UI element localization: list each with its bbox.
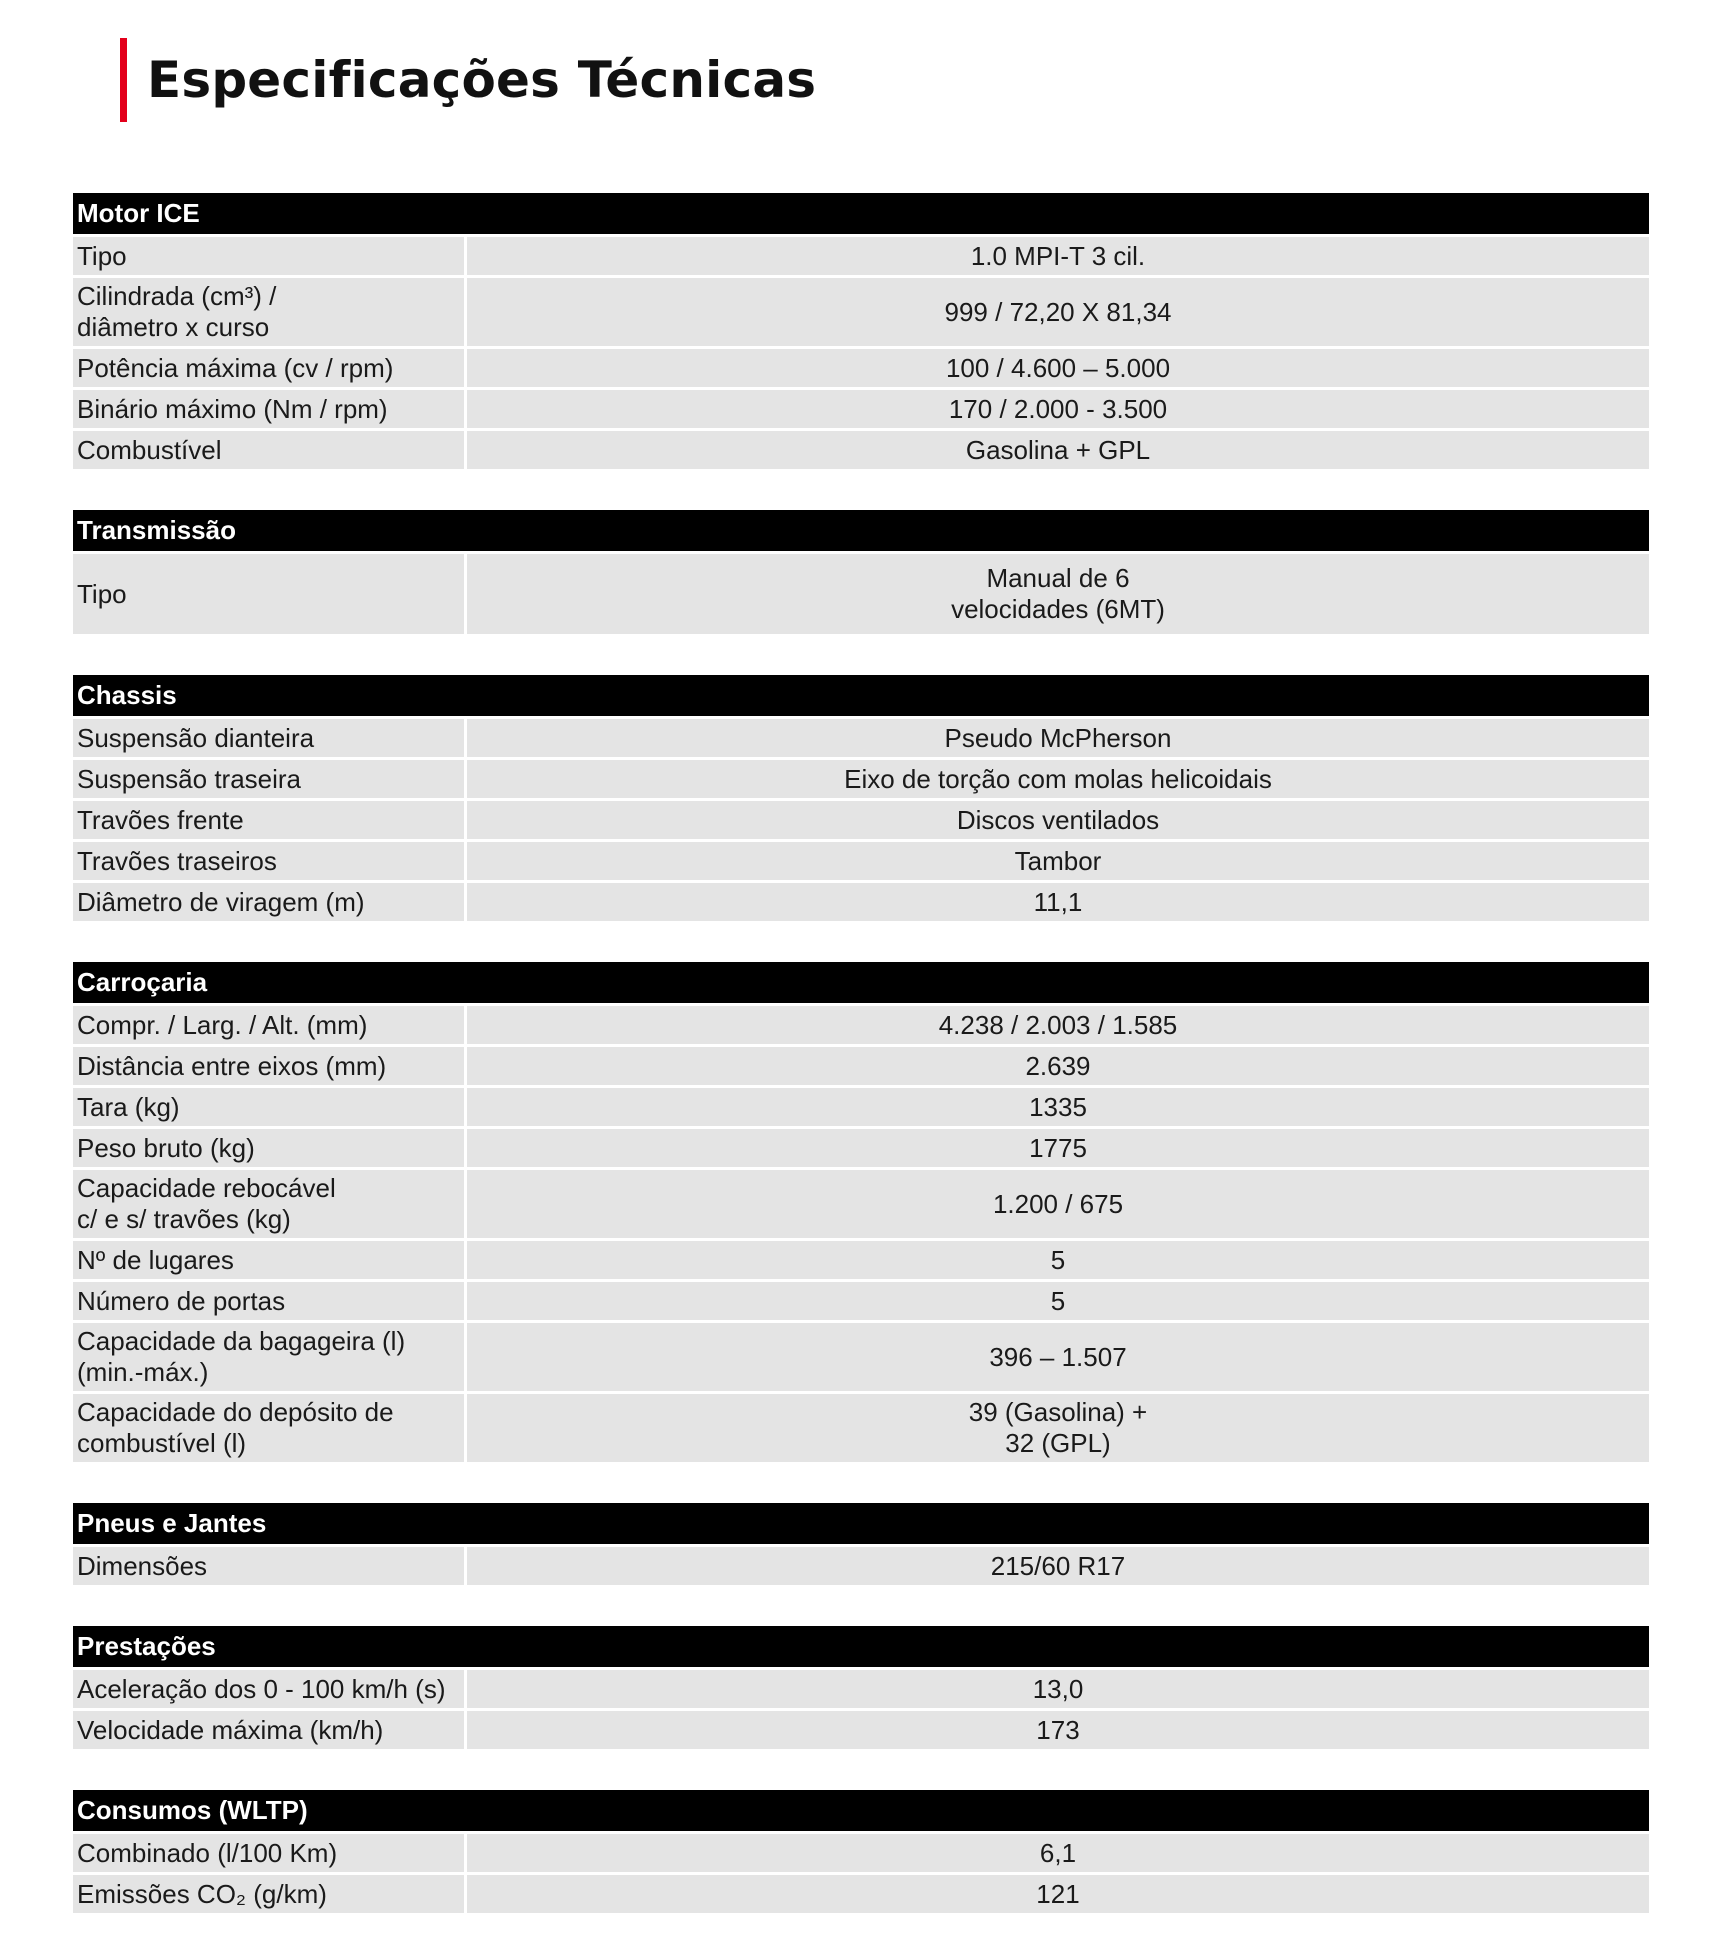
spec-row xyxy=(73,1711,1649,1749)
spec-value: 1335 xyxy=(1029,1091,1087,1122)
spec-label: Aceleração dos 0 - 100 km/h (s) xyxy=(73,1670,467,1708)
spec-row xyxy=(73,278,1649,346)
spec-row xyxy=(73,237,1649,275)
spec-label: Peso bruto (kg) xyxy=(73,1129,467,1167)
spec-row xyxy=(73,1170,1649,1238)
spec-row xyxy=(73,1047,1649,1085)
spec-value: Eixo de torção com molas helicoidais xyxy=(844,763,1272,794)
page-title: Especificações Técnicas xyxy=(147,51,817,109)
section-header: Transmissão xyxy=(73,510,1649,551)
spec-row xyxy=(73,1241,1649,1279)
spec-label: Potência máxima (cv / rpm) xyxy=(73,349,467,387)
spec-section xyxy=(73,675,1649,921)
spec-label: Suspensão dianteira xyxy=(73,719,467,757)
spec-row xyxy=(73,1394,1649,1462)
spec-row xyxy=(73,1323,1649,1391)
spec-section xyxy=(73,1790,1649,1913)
spec-section xyxy=(73,1626,1649,1749)
spec-label: Combinado (l/100 Km) xyxy=(73,1834,467,1872)
spec-label: Número de portas xyxy=(73,1282,467,1320)
spec-value: 215/60 R17 xyxy=(990,1550,1126,1581)
spec-value: 173 xyxy=(1036,1714,1080,1745)
section-header: Carroçaria xyxy=(73,962,1649,1003)
spec-row xyxy=(73,801,1649,839)
spec-value: 6,1 xyxy=(1039,1837,1077,1868)
spec-value: 11,1 xyxy=(1033,886,1083,917)
spec-value: 5 xyxy=(1050,1285,1066,1316)
spec-label: Compr. / Larg. / Alt. (mm) xyxy=(73,1006,467,1044)
spec-label: Emissões CO₂ (g/km) xyxy=(73,1875,467,1913)
spec-value: Tambor xyxy=(1014,845,1102,876)
spec-value: 1775 xyxy=(1029,1132,1087,1163)
spec-value: 2.639 xyxy=(1025,1050,1091,1081)
spec-value: Gasolina + GPL xyxy=(965,434,1151,465)
spec-label: Diâmetro de viragem (m) xyxy=(73,883,467,921)
spec-value: 1.0 MPI-T 3 cil. xyxy=(970,240,1146,271)
spec-label: Travões frente xyxy=(73,801,467,839)
spec-value: 999 / 72,20 X 81,34 xyxy=(944,296,1172,327)
section-header: Motor ICE xyxy=(73,193,1649,234)
title-accent-bar xyxy=(120,38,127,122)
spec-label: Velocidade máxima (km/h) xyxy=(73,1711,467,1749)
spec-value: 100 / 4.600 – 5.000 xyxy=(945,352,1171,383)
spec-label: Nº de lugares xyxy=(73,1241,467,1279)
spec-row xyxy=(73,1006,1649,1044)
spec-label: Capacidade da bagageira (l) (min.-máx.) xyxy=(73,1323,467,1391)
spec-row xyxy=(73,1088,1649,1126)
spec-row xyxy=(73,349,1649,387)
spec-section xyxy=(73,962,1649,1462)
spec-label: Travões traseiros xyxy=(73,842,467,880)
spec-value: Discos ventilados xyxy=(956,804,1160,835)
spec-table xyxy=(73,193,1649,1954)
spec-label: Tipo xyxy=(73,237,467,275)
spec-label: Dimensões xyxy=(73,1547,467,1585)
spec-label: Distância entre eixos (mm) xyxy=(73,1047,467,1085)
spec-label: Capacidade rebocável c/ e s/ travões (kg) xyxy=(73,1170,467,1238)
spec-value: 1.200 / 675 xyxy=(992,1188,1124,1219)
spec-row xyxy=(73,1875,1649,1913)
spec-row xyxy=(73,719,1649,757)
spec-row xyxy=(73,1670,1649,1708)
spec-value: 5 xyxy=(1050,1244,1066,1275)
spec-label: Tipo xyxy=(73,554,467,634)
spec-value: 396 – 1.507 xyxy=(989,1341,1127,1372)
spec-label: Combustível xyxy=(73,431,467,469)
spec-label: Tara (kg) xyxy=(73,1088,467,1126)
spec-label: Capacidade do depósito de combustível (l) xyxy=(73,1394,467,1462)
section-header: Chassis xyxy=(73,675,1649,716)
spec-row xyxy=(73,883,1649,921)
section-header: Prestações xyxy=(73,1626,1649,1667)
section-header: Pneus e Jantes xyxy=(73,1503,1649,1544)
spec-label: Binário máximo (Nm / rpm) xyxy=(73,390,467,428)
spec-row xyxy=(73,842,1649,880)
spec-row xyxy=(73,431,1649,469)
spec-label: Suspensão traseira xyxy=(73,760,467,798)
spec-value: 13,0 xyxy=(1032,1673,1084,1704)
spec-section xyxy=(73,510,1649,634)
spec-value: Manual de 6 velocidades (6MT) xyxy=(951,563,1165,624)
spec-section xyxy=(73,1503,1649,1585)
section-header: Consumos (WLTP) xyxy=(73,1790,1649,1831)
spec-value: Pseudo McPherson xyxy=(944,722,1172,753)
spec-row xyxy=(73,390,1649,428)
spec-row xyxy=(73,760,1649,798)
spec-section xyxy=(73,193,1649,469)
spec-label: Cilindrada (cm³) / diâmetro x curso xyxy=(73,278,467,346)
spec-row xyxy=(73,1547,1649,1585)
page-header xyxy=(120,38,816,122)
spec-row xyxy=(73,554,1649,634)
spec-row xyxy=(73,1282,1649,1320)
spec-row xyxy=(73,1834,1649,1872)
spec-row xyxy=(73,1129,1649,1167)
spec-value: 4.238 / 2.003 / 1.585 xyxy=(938,1009,1178,1040)
spec-value: 121 xyxy=(1036,1878,1080,1909)
spec-value: 39 (Gasolina) + 32 (GPL) xyxy=(968,1397,1148,1458)
spec-value: 170 / 2.000 - 3.500 xyxy=(948,393,1168,424)
